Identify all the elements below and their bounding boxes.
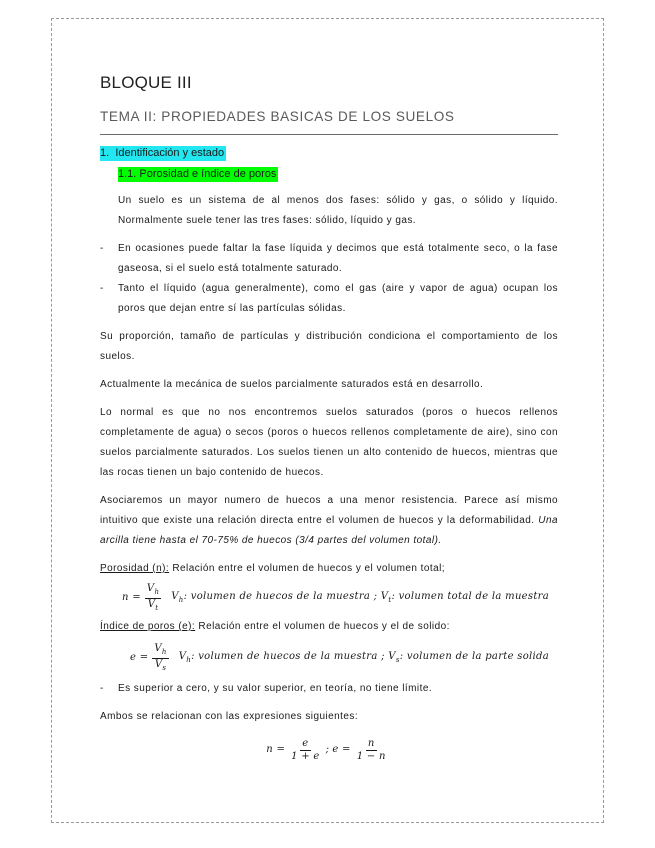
paragraph-5: Asociaremos un mayor numero de huecos a una menor resistencia. Parece así mismo intuitivo que existe una relación directa entre el volumen de huecos y la deformabilidad. Una arcilla tiene hasta el 70-75% de huecos (3/4 partes del volumen total). [100,495,558,546]
title-divider [100,134,558,135]
indice-formula: e = $\frac{V_h}{V_s}$ $V_h$: volumen de huecos de la muestra ; $V_s$: volumen de la parte solida [130,642,550,672]
section-1-heading [100,143,558,161]
section-1-1-title: Porosidad e índice de poros [139,168,277,180]
section-1-title: Identificación y estado [115,147,225,159]
indice-term: Índice de poros (e): [100,621,196,632]
indice-definition: Índice de poros (e): Relación entre el volumen de huecos y el de solido: [100,621,450,632]
paragraph-2: Su proporción, tamaño de partículas y distribución condiciona el comportamiento de los suelos. [100,331,558,362]
paragraph-1: Un suelo es un sistema de al menos dos fases: sólido y gas, o sólido y líquido. Normalmente suele tener las tres fases: sólido, líquido y gas. [118,195,558,226]
paragraph-3: Actualmente la mecánica de suelos parcialmente saturados está en desarrollo. [100,379,484,390]
relacion-formula: n = $\frac{e}{1 + e}$ ; e = $\frac{n}{1 - n}$ [266,737,386,762]
paragraph-5-italic: Una arcilla tiene hasta el 70-75% de huecos (3/4 partes del volumen total). [100,515,558,546]
list-item: - En ocasiones puede faltar la fase líquida y decimos que está totalmente seco, o la fase gaseosa, si el suelo está totalmente saturado. [100,243,558,274]
section-1-highlight [100,146,226,161]
porosidad-definition: Porosidad (n): Relación entre el volumen de huecos y el volumen total; [100,563,446,574]
porosidad-term: Porosidad (n): [100,563,170,574]
page-content [100,73,558,765]
section-1-1-heading [100,161,558,182]
paragraph-relacion: Ambos se relacionan con las expresiones siguientes: [100,711,359,722]
paragraph-4: Lo normal es que no nos encontremos suelos saturados (poros o huecos rellenos completamente de agua) o secos (poros o huecos rellenos completamente de aire), sino con suelos parcialmente saturados. Los suelos tienen un alto contenido de huecos, mientras que las rocas tienen un bajo contenido de huecos. [100,407,558,478]
tema-title: TEMA II: PROPIEDADES BASICAS DE LOS SUELOS [100,109,455,124]
list-item: - Tanto el líquido (agua generalmente), como el gas (aire y vapor de agua) ocupan los poros que dejan entre sí las partículas sólidas. [100,283,558,314]
bullet-list-2 [100,679,558,699]
document-page [51,18,604,823]
section-1-number: 1. [100,147,110,159]
list-item: - Es superior a cero, y su valor superior, en teoría, no tiene límite. [100,683,433,694]
section-1-1-number: 1.1. [118,168,137,180]
bullet-list-1 [100,239,558,319]
bloque-title: BLOQUE III [100,73,192,92]
porosidad-formula: n = $\frac{V_h}{V_t}$ $V_h$: volumen de huecos de la muestra ; $V_t$: volumen total de la muestra [122,582,549,612]
section-1-1-highlight [118,167,278,182]
